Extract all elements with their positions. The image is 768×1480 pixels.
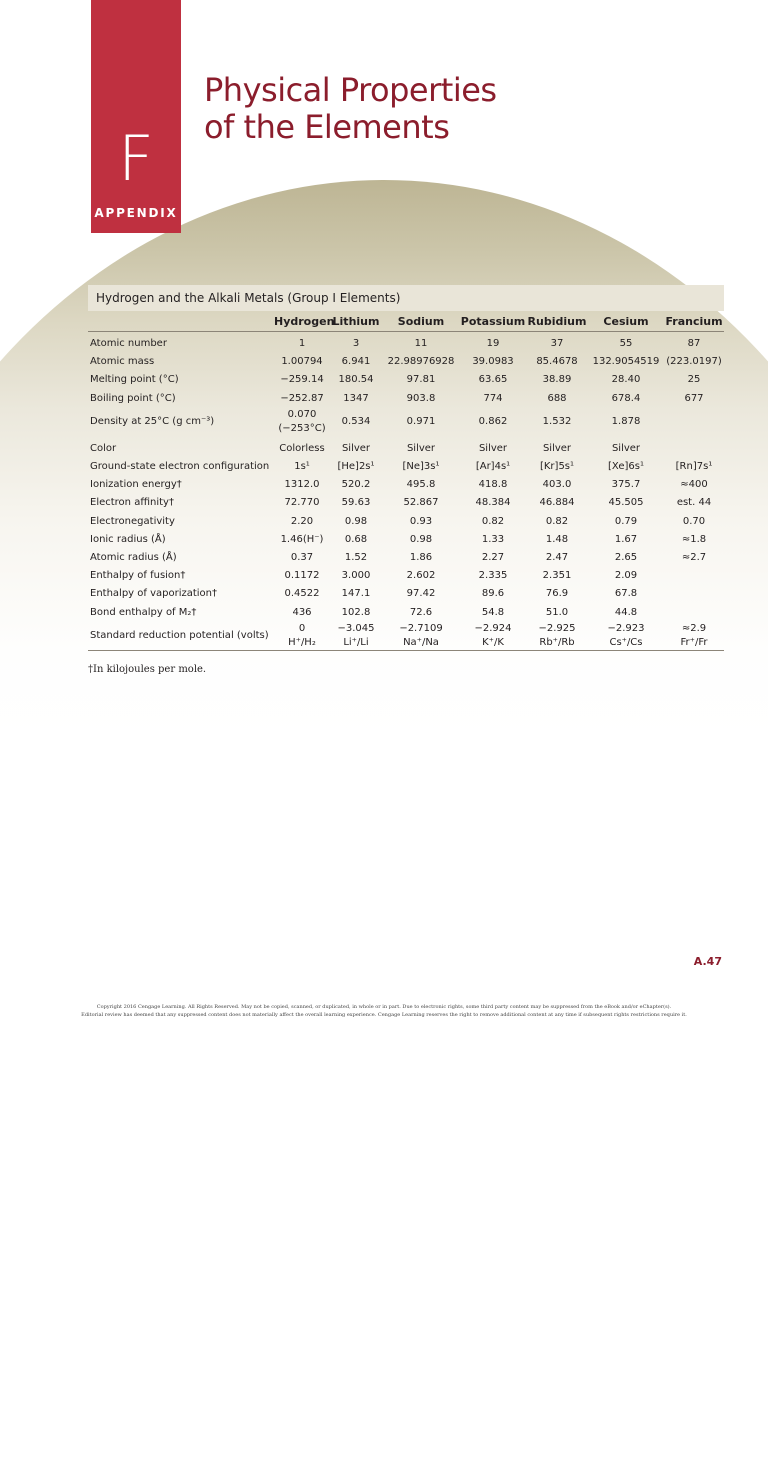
table-heading: Hydrogen and the Alkali Metals (Group I Elements)	[88, 285, 724, 311]
table-row	[88, 531, 724, 549]
table-cell	[274, 476, 330, 494]
table-cell	[460, 332, 526, 354]
table-cell	[274, 353, 330, 371]
table-cell	[460, 390, 526, 408]
table-cell	[588, 436, 664, 458]
cell-value: 25	[687, 374, 701, 386]
table-cell	[460, 549, 526, 567]
cell-value: 38.89	[542, 374, 572, 386]
table-cell	[526, 371, 588, 389]
cell-value: 1.00794	[281, 356, 323, 368]
header-label-corner	[88, 311, 274, 332]
row-label: Ionization energy†	[90, 479, 182, 491]
cell-couple: H⁺/H₂	[288, 636, 316, 648]
table-cell	[526, 513, 588, 531]
cell-value: 45.505	[608, 497, 644, 509]
table-cell	[274, 604, 330, 622]
cell-value: 0.862	[478, 415, 508, 427]
column-header: Francium	[664, 311, 724, 332]
table-row	[88, 494, 724, 512]
cell-value: 1	[298, 338, 306, 349]
cell-value: −3.045	[337, 622, 375, 634]
cell-couple: Cs⁺/Cs	[609, 636, 643, 648]
table-cell	[526, 494, 588, 512]
table-cell	[274, 585, 330, 603]
table-cell	[460, 567, 526, 585]
page-number: A.47	[693, 955, 722, 968]
row-label: Electron affinity†	[90, 497, 174, 509]
table-cell	[664, 476, 724, 494]
column-header: Hydrogen	[274, 311, 330, 332]
cell-value: 0.68	[344, 533, 368, 545]
column-header: Potassium	[460, 311, 526, 332]
cell-value: 2.47	[545, 552, 569, 564]
table-cell	[664, 371, 724, 389]
table-cell	[588, 622, 664, 651]
table-cell	[460, 353, 526, 371]
table-cell	[274, 408, 330, 436]
cell-value: Silver	[341, 442, 371, 454]
table-cell	[664, 353, 724, 371]
table-cell	[274, 332, 330, 354]
cell-value: 903.8	[406, 392, 436, 404]
table-cell	[526, 585, 588, 603]
cell-value: 1347	[343, 392, 369, 404]
table-cell	[330, 513, 382, 531]
cell-value: 418.8	[478, 479, 508, 491]
cell-value: 1.532	[542, 415, 572, 427]
table-cell	[588, 531, 664, 549]
column-header: Lithium	[330, 311, 382, 332]
table-cell	[274, 622, 330, 651]
table-cell	[664, 494, 724, 512]
cell-value: 403.0	[542, 479, 572, 491]
cell-value: 1.33	[481, 533, 505, 545]
table-cell	[460, 494, 526, 512]
table-cell	[382, 622, 460, 651]
cell-value: −2.925	[538, 622, 576, 634]
table-cell	[460, 531, 526, 549]
table-cell	[588, 371, 664, 389]
cell-value: 72.6	[409, 606, 433, 618]
cell-value: 0.98	[409, 533, 433, 545]
cell-value: 87	[687, 338, 701, 349]
table-cell	[460, 513, 526, 531]
cell-value: 1.48	[545, 533, 569, 545]
cell-value: −2.924	[474, 622, 512, 634]
cell-value: 102.8	[341, 606, 371, 618]
cell-value: 688	[547, 392, 567, 404]
cell-value: (223.0197)	[666, 356, 722, 368]
table-cell	[526, 353, 588, 371]
cell-value: 2.335	[478, 570, 508, 582]
table-cell	[460, 436, 526, 458]
cell-value: 0.79	[614, 515, 638, 527]
table-cell	[274, 513, 330, 531]
copyright-line1: Copyright 2016 Cengage Learning. All Rights Reserved. May not be copied, scanned, or duplicated, in whole or in part. Due to electronic rights, some third party content may be suppressed from the eBook and/or eChapter(s).	[96, 1004, 672, 1010]
row-label: Atomic mass	[90, 356, 155, 368]
table-cell	[588, 476, 664, 494]
cell-value: 59.63	[341, 497, 371, 509]
cell-value: 1.67	[614, 533, 638, 545]
cell-value: 37	[550, 338, 564, 349]
cell-value: −259.14	[280, 374, 324, 386]
table-row	[88, 408, 724, 436]
properties-table	[88, 311, 724, 651]
cell-value: 22.98976928	[387, 356, 455, 368]
table-cell	[588, 513, 664, 531]
cell-value: 520.2	[341, 479, 371, 491]
table-cell	[460, 458, 526, 476]
table-row	[88, 585, 724, 603]
row-label: Density at 25°C (g cm⁻³)	[90, 415, 215, 427]
table-cell	[274, 531, 330, 549]
table-cell	[330, 436, 382, 458]
page-title	[204, 72, 497, 146]
table-cell	[664, 436, 724, 458]
table-cell	[274, 371, 330, 389]
cell-value: 0.971	[406, 415, 436, 427]
table-cell	[330, 531, 382, 549]
copyright-line2: Editorial review has deemed that any suppressed content does not materially affect the overall learning experience. Cengage Learning reserves the right to remove additional content at any time if subsequent rights restrictions require it.	[81, 1012, 687, 1018]
table-row	[88, 436, 724, 458]
table-cell	[460, 408, 526, 436]
cell-couple: Rb⁺/Rb	[539, 636, 575, 648]
cell-value: 132.9054519	[592, 356, 660, 368]
cell-couple: K⁺/K	[482, 636, 504, 648]
cell-value: Silver	[406, 442, 436, 454]
table-cell	[330, 494, 382, 512]
table-cell	[330, 622, 382, 651]
table-cell	[460, 371, 526, 389]
table-cell	[588, 567, 664, 585]
table-cell	[588, 549, 664, 567]
cell-value: 375.7	[611, 479, 641, 491]
row-label: Standard reduction potential (volts)	[88, 622, 274, 651]
row-label: Enthalpy of fusion†	[90, 570, 186, 582]
table-cell	[382, 549, 460, 567]
cell-value: 0.98	[344, 515, 368, 527]
cell-value: 72.770	[284, 497, 320, 509]
cell-value: 2.602	[406, 570, 436, 582]
cell-value: 48.384	[475, 497, 511, 509]
table-cell	[588, 332, 664, 354]
footnote: †In kilojoules per mole.	[88, 664, 207, 675]
cell-value: 51.0	[545, 606, 569, 618]
appendix-tab	[91, 0, 181, 233]
table-cell	[382, 604, 460, 622]
cell-couple: Na⁺/Na	[403, 636, 439, 648]
cell-value: [Ar]4s¹	[475, 461, 511, 473]
table-cell	[588, 585, 664, 603]
table-cell	[274, 458, 330, 476]
column-header: Cesium	[588, 311, 664, 332]
cell-value: 44.8	[614, 606, 638, 618]
cell-value: 54.8	[481, 606, 505, 618]
cell-value: 3	[352, 338, 360, 349]
cell-value: 0.1172	[284, 570, 320, 582]
table-cell	[664, 332, 724, 354]
table-cell	[460, 622, 526, 651]
table-cell	[664, 408, 724, 436]
table-header-row	[88, 311, 724, 332]
cell-value: 0.70	[682, 515, 706, 527]
cell-value: 2.09	[614, 570, 638, 582]
cell-value: 774	[483, 392, 503, 404]
cell-value: 2.20	[290, 515, 314, 527]
row-label: Boiling point (°C)	[90, 392, 176, 404]
table-cell	[330, 332, 382, 354]
appendix-letter: F	[118, 122, 154, 195]
cell-value: 19	[486, 338, 500, 349]
cell-value: 52.867	[403, 497, 439, 509]
column-header: Sodium	[382, 311, 460, 332]
cell-value: 97.42	[406, 588, 436, 600]
table-cell	[382, 476, 460, 494]
table-cell	[330, 390, 382, 408]
table-cell	[664, 604, 724, 622]
cell-value: ≈2.9	[681, 622, 707, 634]
table-cell	[382, 371, 460, 389]
table-cell	[330, 585, 382, 603]
table-cell	[460, 585, 526, 603]
cell-value: [Ne]3s¹	[402, 461, 440, 473]
table-row	[88, 332, 724, 354]
table-cell	[382, 408, 460, 436]
table-cell	[664, 549, 724, 567]
table-cell	[664, 513, 724, 531]
table-cell	[330, 604, 382, 622]
table-cell	[664, 458, 724, 476]
table-cell	[526, 436, 588, 458]
cell-value: 1s¹	[294, 461, 310, 473]
cell-value: 0.93	[409, 515, 433, 527]
table-cell	[664, 390, 724, 408]
table-cell	[526, 567, 588, 585]
row-label: Atomic number	[90, 338, 167, 349]
table-row	[88, 476, 724, 494]
row-label: Atomic radius (Å)	[90, 552, 177, 564]
cell-value: 89.6	[481, 588, 505, 600]
cell-value: 3.000	[341, 570, 371, 582]
table-body	[88, 332, 724, 651]
copyright-notice	[0, 1003, 768, 1019]
table-cell	[382, 458, 460, 476]
cell-value: 0	[298, 622, 306, 634]
cell-value: 0.534	[341, 415, 371, 427]
table-row	[88, 549, 724, 567]
row-label: Color	[90, 442, 117, 454]
cell-value: −2.7109	[399, 622, 443, 634]
cell-value: [Rn]7s¹	[675, 461, 713, 473]
cell-value: −2.923	[607, 622, 645, 634]
table-row	[88, 353, 724, 371]
table-cell	[526, 549, 588, 567]
cell-value: 0.82	[545, 515, 569, 527]
table-cell	[330, 458, 382, 476]
cell-value: 28.40	[611, 374, 641, 386]
cell-value: 180.54	[338, 374, 374, 386]
cell-value: est. 44	[676, 497, 712, 509]
table-row	[88, 604, 724, 622]
cell-value: 0.4522	[284, 588, 320, 600]
cell-value: 0.82	[481, 515, 505, 527]
cell-value: 67.8	[614, 588, 638, 600]
table-cell	[588, 408, 664, 436]
table-row	[88, 513, 724, 531]
cell-value: Silver	[478, 442, 508, 454]
page-title-line1: Physical Properties	[204, 71, 497, 109]
row-label: Bond enthalpy of M₂†	[90, 606, 197, 618]
cell-value: 147.1	[341, 588, 371, 600]
cell-value: 1.46(H⁻)	[280, 533, 324, 545]
cell-value: 436	[292, 606, 312, 618]
table-cell	[526, 531, 588, 549]
cell-value: ≈2.7	[681, 552, 707, 564]
cell-value: −252.87	[280, 392, 324, 404]
cell-value: Colorless	[279, 442, 325, 454]
table-cell	[526, 408, 588, 436]
table-row	[88, 567, 724, 585]
table-cell	[588, 353, 664, 371]
cell-value: 2.27	[481, 552, 505, 564]
table-row	[88, 390, 724, 408]
table-cell	[330, 371, 382, 389]
table-cell	[588, 458, 664, 476]
cell-value: 495.8	[406, 479, 436, 491]
table-row	[88, 458, 724, 476]
table-cell	[382, 494, 460, 512]
table-cell	[382, 567, 460, 585]
cell-value: 2.65	[614, 552, 638, 564]
table-cell	[588, 604, 664, 622]
cell-value: [Kr]5s¹	[539, 461, 575, 473]
table-cell	[664, 531, 724, 549]
row-label: Ionic radius (Å)	[90, 533, 166, 545]
table-cell	[382, 332, 460, 354]
table-cell	[274, 390, 330, 408]
table-cell	[274, 549, 330, 567]
column-header: Rubidium	[526, 311, 588, 332]
table-cell	[526, 390, 588, 408]
table-cell	[664, 585, 724, 603]
appendix-label: APPENDIX	[94, 206, 178, 220]
cell-value: 1.86	[409, 552, 433, 564]
table-cell	[382, 585, 460, 603]
cell-value: 11	[414, 338, 428, 349]
table-cell	[274, 494, 330, 512]
table-cell	[460, 476, 526, 494]
table-cell	[382, 436, 460, 458]
cell-value: Silver	[542, 442, 572, 454]
cell-value: 46.884	[539, 497, 575, 509]
table-cell	[588, 390, 664, 408]
table-cell	[526, 476, 588, 494]
cell-value: 0.37	[290, 552, 314, 564]
cell-value: [He]2s¹	[337, 461, 375, 473]
cell-value: 55	[619, 338, 633, 349]
row-label: Ground-state electron configuration	[90, 461, 270, 473]
table-cell	[526, 332, 588, 354]
cell-note: (−253°C)	[278, 422, 326, 434]
cell-value: 1.878	[611, 415, 641, 427]
cell-couple: Fr⁺/Fr	[680, 636, 708, 648]
table-cell	[460, 604, 526, 622]
cell-value: 63.65	[478, 374, 508, 386]
cell-value: 85.4678	[536, 356, 578, 368]
page-title-line2: of the Elements	[204, 108, 450, 146]
table-cell	[274, 436, 330, 458]
table-cell	[382, 531, 460, 549]
table-cell	[588, 494, 664, 512]
cell-value: 2.351	[542, 570, 572, 582]
table-cell	[664, 622, 724, 651]
cell-value: 76.9	[545, 588, 569, 600]
table-cell	[330, 408, 382, 436]
table-cell	[526, 622, 588, 651]
cell-value: ≈400	[680, 479, 708, 491]
table-cell	[330, 476, 382, 494]
cell-value: 6.941	[341, 356, 371, 368]
cell-value: [Xe]6s¹	[608, 461, 644, 473]
cell-value: 0.070	[287, 408, 317, 420]
table-cell	[382, 513, 460, 531]
table-cell	[330, 567, 382, 585]
cell-couple: Li⁺/Li	[343, 636, 369, 648]
cell-value: ≈1.8	[681, 533, 707, 545]
table-cell	[664, 567, 724, 585]
table-cell	[330, 353, 382, 371]
table-row	[88, 371, 724, 389]
table-cell	[274, 567, 330, 585]
cell-value: 678.4	[611, 392, 641, 404]
cell-value: Silver	[611, 442, 641, 454]
row-label: Electronegativity	[90, 515, 175, 527]
cell-value: 677	[684, 392, 704, 404]
row-label: Enthalpy of vaporization†	[90, 588, 218, 600]
cell-value: 1.52	[344, 552, 368, 564]
table-cell	[382, 390, 460, 408]
table-row	[88, 622, 724, 651]
cell-value: 97.81	[406, 374, 436, 386]
table-cell	[382, 353, 460, 371]
cell-value: 1312.0	[284, 479, 320, 491]
table-cell	[330, 549, 382, 567]
table-cell	[526, 604, 588, 622]
row-label: Melting point (°C)	[90, 374, 179, 386]
cell-value: 39.0983	[472, 356, 514, 368]
table-cell	[526, 458, 588, 476]
